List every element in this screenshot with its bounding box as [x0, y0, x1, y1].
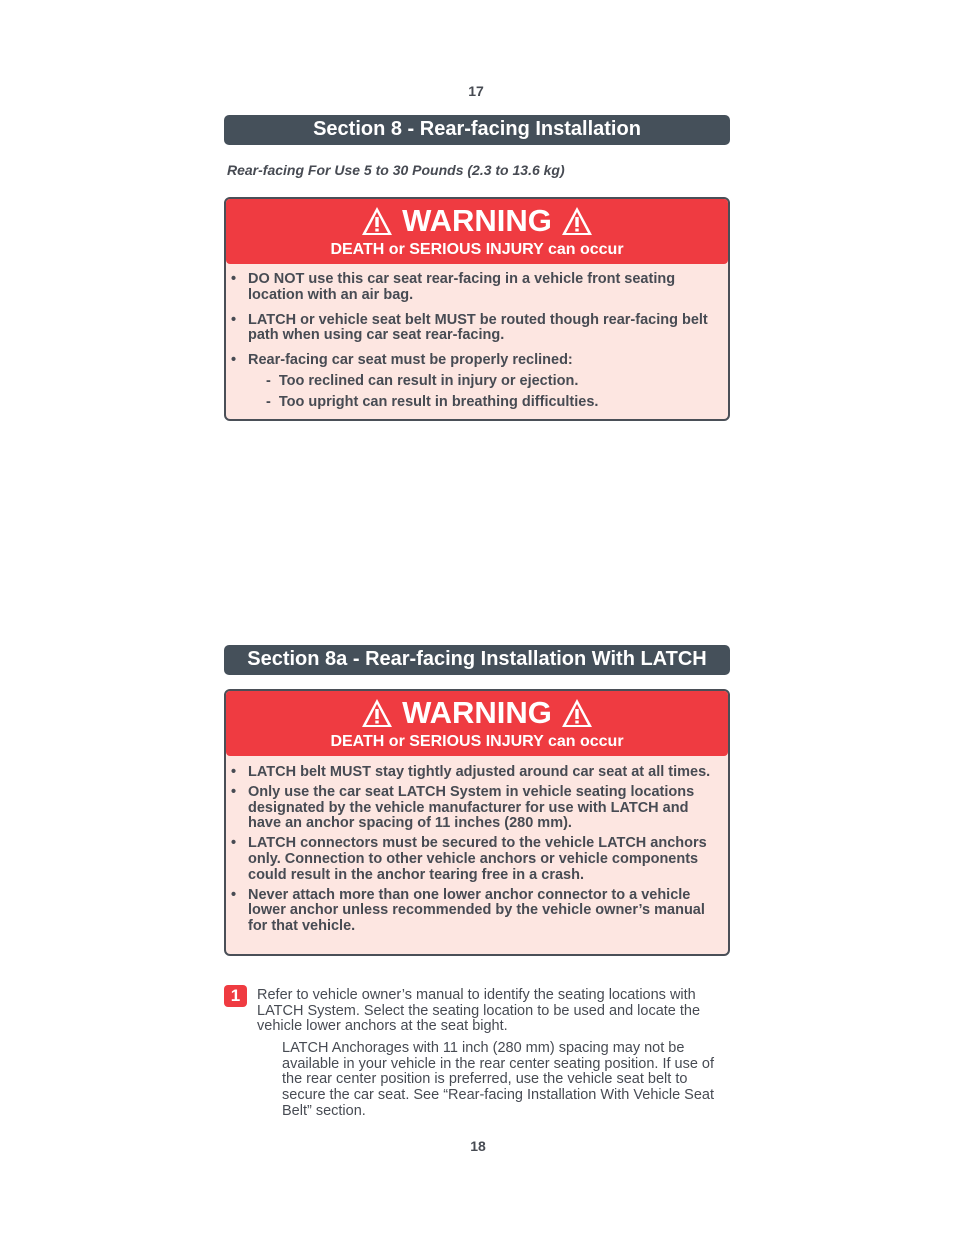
warning-header-2: [226, 691, 728, 756]
list-item: • LATCH connectors must be secured to the vehicle LATCH anchors only. Connection to other vehicle anchors or vehicle components could result in the anchor tearing free in a crash.: [231, 835, 707, 883]
step-1-text: Refer to vehicle owner’s manual to identify the seating locations with LATCH System. Select the seating location to be used and locate the vehicle lower anchors at the seat bight.: [257, 987, 701, 1035]
sub-item: - Too upright can result in breathing difficulties.: [266, 393, 599, 410]
step-number-badge: 1: [224, 985, 247, 1007]
warning-triangle-icon: [361, 206, 393, 236]
warning-box-2: [224, 689, 730, 956]
section-8-title: Section 8 - Rear-facing Installation: [224, 115, 730, 145]
list-item: • LATCH belt MUST stay tightly adjusted around car seat at all times.: [231, 764, 711, 780]
warning-header-1: [226, 199, 728, 264]
warning-title-2: WARNING: [402, 695, 552, 730]
warning-title-1: WARNING: [402, 203, 552, 238]
warning-list-1: [226, 272, 728, 369]
sub-item: - Too reclined can result in injury or ejection.: [266, 372, 579, 389]
section-8-subtitle: Rear-facing For Use 5 to 30 Pounds (2.3 to 13.6 kg): [227, 162, 565, 178]
warning-triangle-icon: [561, 698, 593, 728]
step-1-note: LATCH Anchorages with 11 inch (280 mm) spacing may not be available in your vehicle in the rear center seating position. If use of the rear center position is preferred, use the vehicle seat belt to secure the car seat. See “Rear-facing Installation With Vehicle Seat Belt” section.: [282, 1040, 715, 1119]
list-item: • DO NOT use this car seat rear-facing in a vehicle front seating location with an air bag.: [231, 271, 676, 303]
page-number-top: 17: [468, 83, 484, 99]
warning-subtitle-2: DEATH or SERIOUS INJURY can occur: [330, 733, 624, 750]
warning-triangle-icon: [561, 206, 593, 236]
warning-triangle-icon: [361, 698, 393, 728]
page-number-bottom: 18: [470, 1138, 486, 1154]
warning-subtitle-1: DEATH or SERIOUS INJURY can occur: [330, 241, 624, 258]
list-item: • LATCH or vehicle seat belt MUST be routed though rear-facing belt path when using car seat rear-facing.: [231, 311, 708, 344]
warning-list-2: [226, 765, 728, 935]
list-item: • Only use the car seat LATCH System in vehicle seating locations designated by the vehicle manufacturer for use with LATCH and have an anchor spacing of 11 inches (280 mm).: [231, 783, 695, 832]
list-item: • Rear-facing car seat must be properly reclined:: [231, 352, 573, 369]
warning-box-1: [224, 197, 730, 421]
list-item: • Never attach more than one lower anchor connector to a vehicle lower anchor unless recommended by the vehicle owner’s manual for that vehicle.: [231, 886, 705, 935]
section-8a-title: Section 8a - Rear-facing Installation With LATCH: [224, 645, 730, 675]
